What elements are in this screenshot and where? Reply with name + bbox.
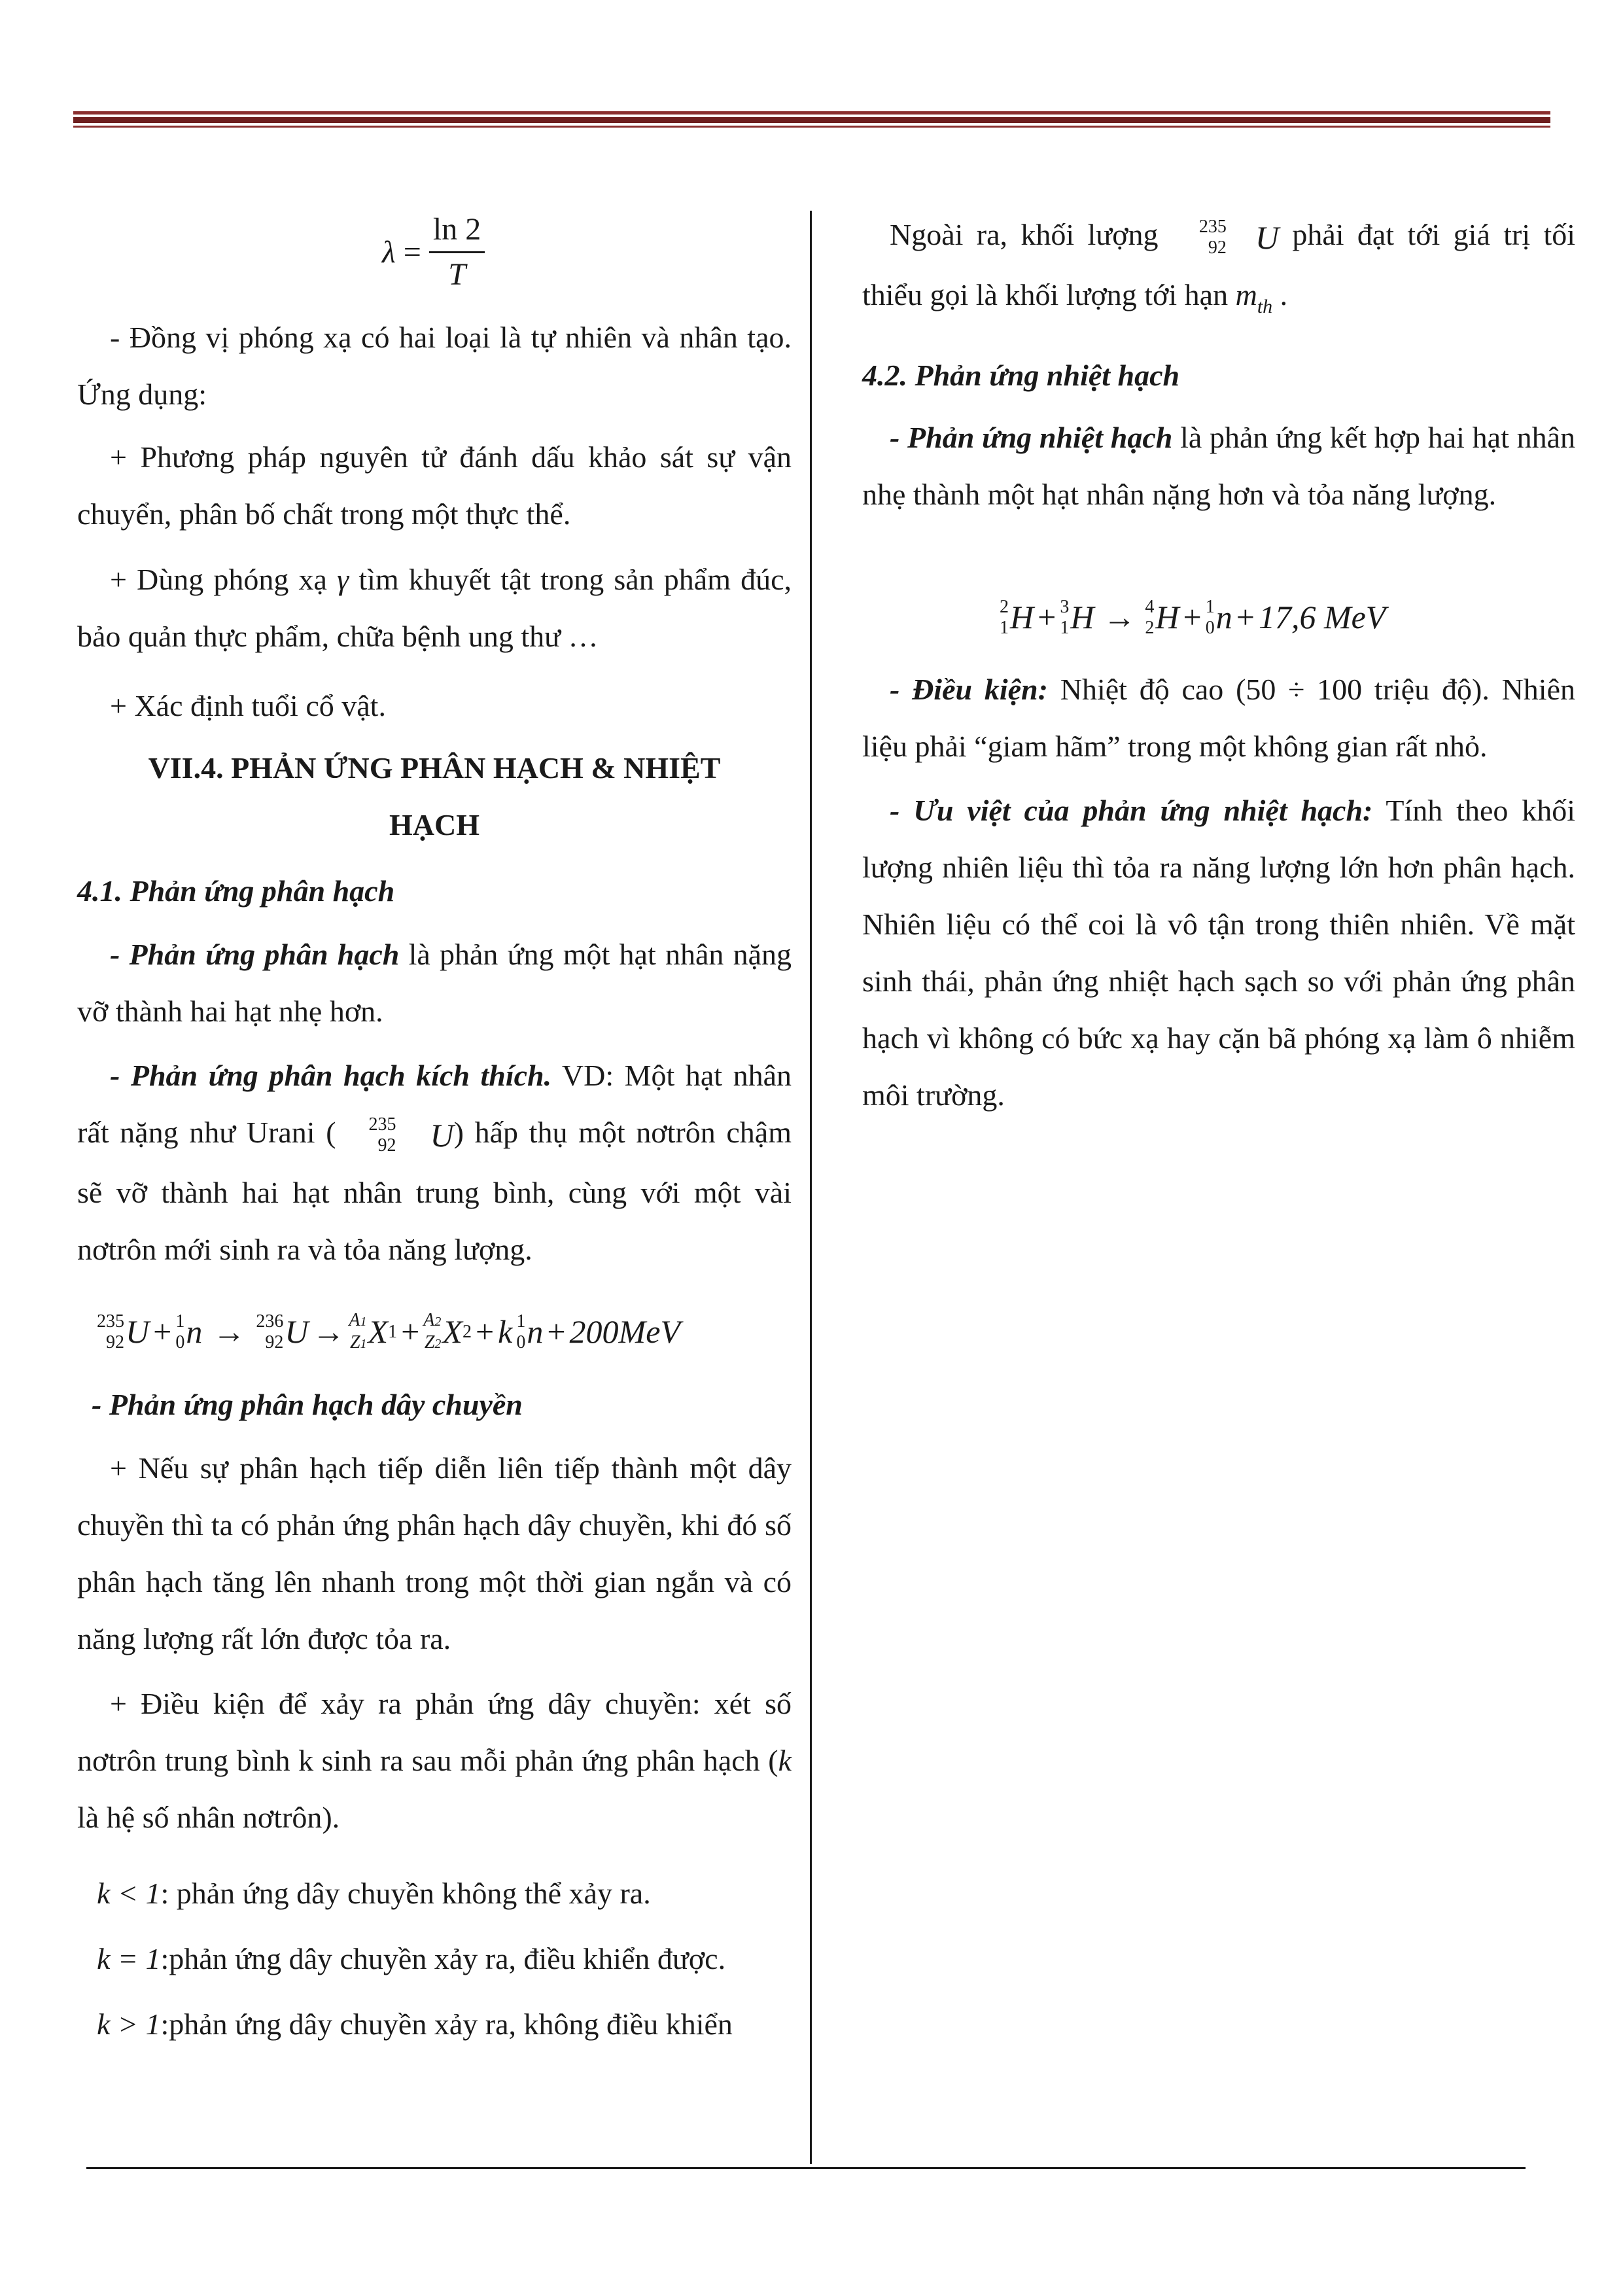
fusion-advantage-text: Tính theo khối lượng nhiên liệu thì tỏa ra năng lượng lớn hơn phân hạch. Nhiên liệu có thể coi là vô tận trong thiên nhiên. Về mặt sinh thái, phản ứng nhiệt hạch sạch so với phản ứng phân hạch vì không có bức xạ hay cặn bã phóng xạ làm ô nhiễm môi trường.: [862, 794, 1576, 1112]
eq-x1-mass: A: [349, 1309, 360, 1330]
eq-n2-symbol: n: [527, 1313, 544, 1350]
chain-condition-text-b: là hệ số nhân nơtrôn).: [77, 1801, 340, 1834]
eq-fusion-n-mass: 1: [1205, 596, 1215, 617]
eq-h2-symbol: H: [1010, 599, 1034, 635]
u-atomic-number-right: 92: [1208, 238, 1227, 258]
critical-mass-text-a: Ngoài ra, khối lượng: [890, 218, 1159, 251]
k-gt-text: :phản ứng dây chuyền xảy ra, không điều khiển: [160, 2007, 733, 2041]
eq-u235-charge: 92: [106, 1332, 124, 1352]
eq-u236-symbol: U: [285, 1313, 309, 1350]
header-rule-bottom: [73, 126, 1550, 128]
k-less-than-one: [77, 1865, 811, 1922]
eq-n2-charge: 0: [516, 1332, 526, 1352]
k-gt-condition: k > 1: [97, 2007, 161, 2041]
eq-plus: +: [153, 1313, 172, 1350]
eq-fusion-plus-3: +: [1236, 599, 1255, 635]
u-symbol: U: [430, 1116, 454, 1154]
eq-u235-symbol: U: [126, 1313, 150, 1350]
application-tracer: + Phương pháp nguyên tử đánh dấu khảo sát sự vận chuyển, phân bố chất trong một thực thể.: [77, 440, 792, 531]
eq-x2-mass-index: 2: [434, 1314, 442, 1329]
k-eq-condition: k = 1: [97, 1942, 161, 1975]
eq-fusion-plus: +: [1038, 599, 1056, 635]
ln2-over-t: [429, 208, 485, 296]
critical-mass-paragraph: [862, 206, 1575, 335]
app-gamma-lead: + Dùng phóng xạ: [110, 563, 327, 596]
eq-n-mass: 1: [175, 1311, 185, 1332]
fusion-condition: [862, 661, 1575, 775]
eq-x2-charge: Z: [424, 1332, 435, 1352]
m-th-symbol: m: [1235, 277, 1257, 311]
eq-fusion-arrow: →: [1103, 599, 1136, 635]
eq-x1-charge: Z: [349, 1332, 360, 1352]
eq-fusion-n-symbol: n: [1215, 599, 1232, 635]
m-th-subscript: th: [1257, 295, 1273, 317]
chain-condition-k: k: [778, 1744, 792, 1777]
header-rule-middle: [73, 117, 1550, 123]
eq-u235-mass: 235: [97, 1311, 124, 1332]
eq-x1-mass-index: 1: [360, 1314, 367, 1329]
lambda-symbol: λ: [382, 235, 396, 270]
chain-condition-paragraph: [77, 1675, 792, 1846]
eq-plus-4: +: [547, 1313, 566, 1350]
subsection-4-1: 4.1. Phản ứng phân hạch: [77, 874, 395, 908]
header-rule-top: [73, 111, 1550, 115]
induced-fission-label: - Phản ứng phân hạch kích thích.: [110, 1059, 552, 1092]
induced-fission-paragraph: [77, 1047, 792, 1278]
eq-k: k: [498, 1313, 513, 1350]
uranium-235-inline: [336, 1107, 454, 1164]
footer-rule: [86, 2167, 1526, 2169]
section-title: VII.4. PHẢN ỨNG PHÂN HẠCH & NHIỆT HẠCH: [148, 751, 721, 841]
fusion-definition: [862, 409, 1575, 523]
eq-h3-charge: 1: [1060, 617, 1070, 638]
app-gamma-rest: tìm khuyết tật trong sản phẩm đúc, bảo quản thực phẩm, chữa bệnh ung thư …: [77, 563, 792, 653]
k-greater-than-one: [77, 1996, 811, 2053]
fusion-condition-label: - Điều kiện:: [890, 673, 1048, 706]
uranium-235-inline-right: [1172, 209, 1279, 266]
fusion-equation: [1000, 589, 1623, 646]
u-atomic-number: 92: [377, 1135, 396, 1156]
eq-h3-mass: 3: [1060, 596, 1070, 617]
eq-x2-index: 2: [462, 1322, 472, 1342]
eq-fusion-n-charge: 0: [1205, 617, 1215, 638]
fraction-denominator: T: [448, 257, 466, 292]
fission-definition-label: - Phản ứng phân hạch: [110, 938, 400, 971]
fusion-advantage: [862, 782, 1575, 1123]
k-lt-condition: k < 1: [97, 1877, 161, 1910]
chain-condition-text-a: + Điều kiện để xảy ra phản ứng dây chuyền: xét số nơtrôn trung bình k sinh ra sau mỗi phản ứng phân hạch (: [77, 1687, 792, 1777]
eq-fusion-plus-2: +: [1183, 599, 1202, 635]
eq-n2-mass: 1: [516, 1311, 526, 1332]
eq-energy: 200MeV: [569, 1313, 680, 1350]
gamma-symbol: γ: [337, 563, 349, 596]
isotope-types-paragraph: - Đồng vị phóng xạ có hai loại là tự nhiên và nhân tạo. Ứng dụng:: [77, 321, 792, 411]
fission-definition-text: là phản ứng một hạt nhân nặng vỡ thành hai hạt nhẹ hơn.: [77, 938, 792, 1028]
eq-he-charge: 2: [1145, 617, 1155, 638]
eq-fusion-energy: 17,6 MeV: [1258, 599, 1386, 635]
u-mass-number-right: 235: [1198, 217, 1227, 238]
eq-x2-symbol: X: [442, 1313, 462, 1350]
eq-x2-charge-index: 2: [434, 1336, 442, 1351]
eq-he-mass: 4: [1145, 596, 1155, 617]
fraction-numerator: ln 2: [429, 208, 485, 253]
critical-mass-text-b: phải đạt tới giá trị tối thiểu gọi là khối lượng tới hạn: [862, 218, 1576, 311]
eq-h3-symbol: H: [1070, 599, 1094, 635]
equals-sign: =: [403, 235, 421, 270]
induced-fission-text-b: ) hấp thụ một nơtrôn chậm sẽ vỡ thành hai hạt nhân trung bình, cùng với một vài nơtrôn mới sinh ra và tỏa năng lượng.: [77, 1116, 792, 1266]
u-symbol-right: U: [1255, 219, 1279, 256]
induced-fission-text-a: VD: Một hạt nhân rất nặng như Urani (: [77, 1059, 792, 1149]
fusion-definition-text: là phản ứng kết hợp hai hạt nhân nhẹ thành một hạt nhân nặng hơn và tỏa năng lượng.: [862, 421, 1576, 511]
fission-definition: [77, 926, 792, 1040]
eq-h2-charge: 1: [1000, 617, 1009, 638]
fission-equation: [97, 1303, 811, 1360]
application-gamma: [77, 551, 792, 665]
eq-x1-index: 1: [388, 1322, 398, 1342]
eq-plus-3: +: [475, 1313, 495, 1350]
application-dating: + Xác định tuổi cổ vật.: [110, 689, 386, 722]
subsection-4-2: 4.2. Phản ứng nhiệt hạch: [862, 359, 1180, 392]
eq-u236-mass: 236: [256, 1311, 284, 1332]
eq-x2-mass: A: [423, 1309, 435, 1330]
chain-reaction-heading: - Phản ứng phân hạch dây chuyền: [92, 1388, 523, 1421]
u-mass-number: 235: [368, 1114, 396, 1135]
eq-x1-charge-index: 1: [360, 1336, 367, 1351]
eq-u236-charge: 92: [265, 1332, 284, 1352]
chain-reaction-paragraph: + Nếu sự phân hạch tiếp diễn liên tiếp thành một dây chuyền thì ta có phản ứng phân hạch dây chuyền, khi đó số phân hạch tăng lên nhanh trong một thời gian ngắn và có năng lượng rất lớn được tỏa ra.: [77, 1451, 792, 1655]
eq-plus-2: +: [401, 1313, 420, 1350]
eq-h2-mass: 2: [1000, 596, 1009, 617]
eq-arrow-2: →: [312, 1313, 345, 1350]
eq-arrow: →: [213, 1313, 246, 1350]
eq-he-symbol: H: [1155, 599, 1179, 635]
eq-x1-symbol: X: [368, 1313, 389, 1350]
eq-n-charge: 0: [175, 1332, 185, 1352]
eq-n-symbol: n: [186, 1313, 203, 1350]
k-lt-text: : phản ứng dây chuyền không thể xảy ra.: [160, 1877, 651, 1910]
fusion-definition-label: - Phản ứng nhiệt hạch: [890, 421, 1173, 454]
fusion-advantage-label: - Ưu việt của phản ứng nhiệt hạch:: [890, 794, 1373, 827]
critical-mass-end: .: [1280, 277, 1288, 311]
fusion-condition-text: Nhiệt độ cao (50 ÷ 100 triệu độ). Nhiên liệu phải “giam hãm” trong một không gian rất nhỏ.: [862, 673, 1575, 763]
k-eq-text: :phản ứng dây chuyền xảy ra, điều khiển được.: [160, 1942, 726, 1975]
k-equal-one: [77, 1930, 811, 1987]
